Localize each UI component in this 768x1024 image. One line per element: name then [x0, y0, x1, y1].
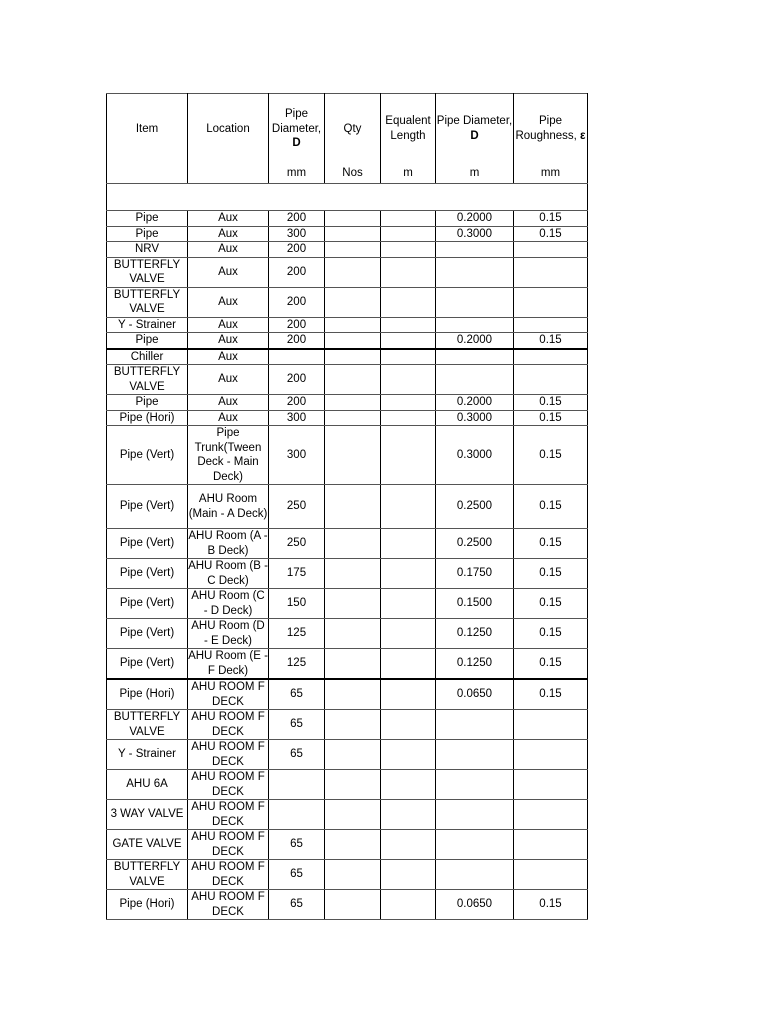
- cell-qty: [325, 485, 381, 529]
- cell-location: Aux: [188, 410, 269, 426]
- cell-roughness: [514, 349, 588, 365]
- header-pipe-diameter-mm-text: Pipe Diameter,: [271, 108, 322, 135]
- header-equalent-length: Equalent Length: [381, 94, 436, 164]
- cell-item: Pipe: [107, 211, 188, 227]
- cell-location: Aux: [188, 226, 269, 242]
- cell-qty: [325, 365, 381, 395]
- cell-roughness: [514, 860, 588, 890]
- spacer-cell: [325, 184, 381, 211]
- cell-diameter-m: 0.2000: [436, 395, 514, 411]
- table-row: [107, 365, 588, 395]
- cell-roughness: 0.15: [514, 649, 588, 680]
- units-row: [107, 164, 588, 184]
- cell-diameter-mm: 200: [269, 333, 325, 349]
- cell-diameter-mm: 200: [269, 395, 325, 411]
- cell-length: [381, 589, 436, 619]
- cell-roughness: 0.15: [514, 529, 588, 559]
- cell-diameter-mm: 250: [269, 529, 325, 559]
- cell-location: AHU Room (D - E Deck): [188, 619, 269, 649]
- header-row: [107, 94, 588, 164]
- table-row: [107, 226, 588, 242]
- unit-location: [188, 164, 269, 184]
- cell-roughness: [514, 830, 588, 860]
- cell-qty: [325, 770, 381, 800]
- table-row: [107, 333, 588, 349]
- cell-qty: [325, 830, 381, 860]
- cell-location: Pipe Trunk(Tween Deck - Main Deck): [188, 426, 269, 485]
- cell-diameter-mm: 65: [269, 860, 325, 890]
- cell-diameter-m: 0.0650: [436, 679, 514, 710]
- cell-length: [381, 559, 436, 589]
- cell-diameter-mm: 200: [269, 257, 325, 287]
- cell-length: [381, 395, 436, 411]
- spacer-row: [107, 184, 588, 211]
- header-pipe-diameter-mm: [269, 94, 325, 164]
- cell-diameter-m: [436, 317, 514, 333]
- cell-length: [381, 317, 436, 333]
- spacer-cell: [269, 184, 325, 211]
- cell-diameter-m: [436, 242, 514, 258]
- cell-diameter-m: [436, 770, 514, 800]
- cell-item: Pipe (Hori): [107, 410, 188, 426]
- cell-diameter-mm: 300: [269, 226, 325, 242]
- header-location: Location: [188, 94, 269, 164]
- cell-roughness: [514, 317, 588, 333]
- cell-location: AHU ROOM F DECK: [188, 710, 269, 740]
- spacer-cell: [436, 184, 514, 211]
- cell-roughness: 0.15: [514, 395, 588, 411]
- cell-roughness: 0.15: [514, 333, 588, 349]
- spacer-cell: [107, 184, 188, 211]
- unit-diameter-mm: mm: [269, 164, 325, 184]
- cell-length: [381, 800, 436, 830]
- cell-diameter-m: 0.2500: [436, 485, 514, 529]
- unit-diameter-m: m: [436, 164, 514, 184]
- table-row: [107, 485, 588, 529]
- spacer-cell: [381, 184, 436, 211]
- cell-diameter-mm: [269, 800, 325, 830]
- table-row: [107, 349, 588, 365]
- table-row: [107, 242, 588, 258]
- cell-item: BUTTERFLY VALVE: [107, 860, 188, 890]
- cell-qty: [325, 349, 381, 365]
- cell-qty: [325, 257, 381, 287]
- cell-length: [381, 242, 436, 258]
- unit-item: [107, 164, 188, 184]
- table-row: [107, 211, 588, 227]
- cell-qty: [325, 619, 381, 649]
- cell-diameter-m: [436, 365, 514, 395]
- cell-length: [381, 257, 436, 287]
- cell-roughness: 0.15: [514, 410, 588, 426]
- cell-qty: [325, 287, 381, 317]
- cell-qty: [325, 410, 381, 426]
- cell-diameter-m: [436, 860, 514, 890]
- cell-length: [381, 226, 436, 242]
- cell-location: AHU Room (C - D Deck): [188, 589, 269, 619]
- cell-item: Pipe (Vert): [107, 426, 188, 485]
- cell-length: [381, 710, 436, 740]
- cell-item: Pipe (Hori): [107, 679, 188, 710]
- cell-roughness: 0.15: [514, 426, 588, 485]
- cell-diameter-mm: 150: [269, 589, 325, 619]
- cell-qty: [325, 649, 381, 680]
- cell-length: [381, 485, 436, 529]
- cell-qty: [325, 211, 381, 227]
- cell-location: Aux: [188, 287, 269, 317]
- header-item: Item: [107, 94, 188, 164]
- table-row: [107, 649, 588, 680]
- unit-qty: Nos: [325, 164, 381, 184]
- table-row: [107, 800, 588, 830]
- cell-location: AHU Room (B - C Deck): [188, 560, 268, 587]
- cell-diameter-m: 0.2000: [436, 211, 514, 227]
- cell-item: Pipe: [107, 226, 188, 242]
- cell-length: [381, 679, 436, 710]
- cell-length: [381, 333, 436, 349]
- cell-diameter-mm: 200: [269, 211, 325, 227]
- cell-diameter-mm: 200: [269, 287, 325, 317]
- cell-diameter-mm: 200: [269, 242, 325, 258]
- cell-diameter-m: 0.2000: [436, 333, 514, 349]
- cell-qty: [325, 395, 381, 411]
- cell-roughness: [514, 242, 588, 258]
- cell-qty: [325, 710, 381, 740]
- cell-item: Pipe (Vert): [107, 559, 188, 589]
- cell-location: AHU Room (A - B Deck): [188, 530, 268, 557]
- cell-diameter-m: 0.1250: [436, 649, 514, 680]
- unit-length: m: [381, 164, 436, 184]
- cell-diameter-m: [436, 740, 514, 770]
- cell-diameter-mm: 65: [269, 710, 325, 740]
- cell-diameter-mm: 65: [269, 830, 325, 860]
- cell-roughness: [514, 287, 588, 317]
- table-row: [107, 740, 588, 770]
- cell-diameter-m: [436, 800, 514, 830]
- cell-location: AHU ROOM F DECK: [188, 890, 269, 920]
- table-row: [107, 395, 588, 411]
- cell-diameter-mm: 125: [269, 619, 325, 649]
- cell-diameter-mm: 200: [269, 365, 325, 395]
- cell-diameter-mm: 200: [269, 317, 325, 333]
- cell-diameter-m: 0.3000: [436, 410, 514, 426]
- cell-item: Chiller: [107, 349, 188, 365]
- pipe-data-table: [106, 93, 588, 920]
- cell-length: [381, 770, 436, 800]
- cell-length: [381, 860, 436, 890]
- cell-diameter-m: 0.3000: [436, 226, 514, 242]
- cell-location: Aux: [188, 257, 269, 287]
- cell-roughness: [514, 800, 588, 830]
- cell-item: Y - Strainer: [107, 740, 188, 770]
- cell-diameter-mm: [269, 349, 325, 365]
- cell-item: Pipe (Vert): [107, 619, 188, 649]
- cell-location: Aux: [188, 349, 269, 365]
- cell-diameter-m: 0.3000: [436, 426, 514, 485]
- cell-diameter-m: 0.0650: [436, 890, 514, 920]
- cell-location: AHU Room (Main - A Deck): [188, 485, 269, 529]
- header-pipe-diameter-m: [436, 94, 514, 164]
- cell-roughness: 0.15: [514, 890, 588, 920]
- cell-diameter-m: 0.2500: [436, 529, 514, 559]
- table-row: [107, 317, 588, 333]
- header-pipe-diameter-m-symbol: D: [470, 129, 479, 142]
- cell-location: AHU Room (E - F Deck): [188, 649, 269, 680]
- cell-roughness: [514, 740, 588, 770]
- cell-diameter-mm: 300: [269, 410, 325, 426]
- cell-length: [381, 740, 436, 770]
- header-pipe-roughness-symbol: ε: [580, 129, 586, 142]
- cell-diameter-mm: 65: [269, 740, 325, 770]
- table-row: [107, 890, 588, 920]
- cell-diameter-mm: 300: [269, 426, 325, 485]
- cell-diameter-m: [436, 710, 514, 740]
- header-pipe-roughness: [514, 94, 588, 164]
- cell-roughness: [514, 770, 588, 800]
- cell-diameter-m: 0.1750: [436, 559, 514, 589]
- cell-diameter-m: 0.1500: [436, 589, 514, 619]
- cell-location: Aux: [188, 395, 269, 411]
- cell-item: BUTTERFLY VALVE: [107, 257, 188, 287]
- cell-length: [381, 426, 436, 485]
- cell-qty: [325, 226, 381, 242]
- header-qty: Qty: [325, 94, 381, 164]
- cell-qty: [325, 740, 381, 770]
- cell-diameter-mm: [269, 770, 325, 800]
- spacer-cell: [188, 184, 269, 211]
- cell-item: GATE VALVE: [107, 830, 188, 860]
- cell-item: BUTTERFLY VALVE: [107, 710, 188, 740]
- cell-length: [381, 365, 436, 395]
- cell-roughness: 0.15: [514, 619, 588, 649]
- cell-diameter-mm: 65: [269, 679, 325, 710]
- table-row: [107, 860, 588, 890]
- cell-roughness: [514, 257, 588, 287]
- cell-qty: [325, 860, 381, 890]
- cell-item: Pipe (Vert): [107, 529, 188, 559]
- cell-qty: [325, 317, 381, 333]
- cell-item: BUTTERFLY VALVE: [107, 287, 188, 317]
- cell-diameter-m: [436, 830, 514, 860]
- table-row: [107, 830, 588, 860]
- cell-location: AHU ROOM F DECK: [188, 800, 269, 830]
- table-row: [107, 257, 588, 287]
- cell-qty: [325, 426, 381, 485]
- cell-diameter-m: [436, 287, 514, 317]
- cell-diameter-m: [436, 349, 514, 365]
- cell-location: Aux: [188, 365, 269, 395]
- cell-roughness: 0.15: [514, 559, 588, 589]
- cell-qty: [325, 242, 381, 258]
- table-row: [107, 770, 588, 800]
- cell-diameter-m: [436, 257, 514, 287]
- cell-length: [381, 890, 436, 920]
- cell-length: [381, 830, 436, 860]
- cell-location: AHU ROOM F DECK: [188, 679, 269, 710]
- cell-item: Y - Strainer: [107, 317, 188, 333]
- cell-diameter-mm: 65: [269, 890, 325, 920]
- table-row: [107, 410, 588, 426]
- cell-item: AHU 6A: [107, 770, 188, 800]
- cell-location: Aux: [188, 317, 269, 333]
- cell-qty: [325, 559, 381, 589]
- cell-roughness: 0.15: [514, 679, 588, 710]
- cell-length: [381, 619, 436, 649]
- cell-item: NRV: [107, 242, 188, 258]
- header-pipe-diameter-mm-symbol: D: [292, 137, 301, 149]
- cell-location: AHU ROOM F DECK: [188, 830, 269, 860]
- cell-qty: [325, 679, 381, 710]
- cell-roughness: 0.15: [514, 226, 588, 242]
- cell-length: [381, 349, 436, 365]
- table-row: [107, 559, 588, 589]
- cell-location: Aux: [188, 211, 269, 227]
- unit-roughness: mm: [514, 164, 588, 184]
- cell-qty: [325, 890, 381, 920]
- cell-diameter-mm: 250: [269, 485, 325, 529]
- cell-location: Aux: [188, 333, 269, 349]
- table-row: [107, 589, 588, 619]
- cell-item: Pipe (Vert): [107, 485, 188, 529]
- cell-location: AHU ROOM F DECK: [188, 770, 269, 800]
- table-row: [107, 426, 588, 485]
- cell-diameter-mm: 175: [269, 559, 325, 589]
- cell-qty: [325, 529, 381, 559]
- header-pipe-roughness-text: Pipe Roughness,: [515, 115, 577, 142]
- cell-length: [381, 410, 436, 426]
- cell-diameter-m: 0.1250: [436, 619, 514, 649]
- table-row: [107, 529, 588, 559]
- header-pipe-diameter-m-text: Pipe Diameter,: [436, 115, 513, 128]
- cell-item: Pipe (Vert): [107, 649, 188, 680]
- cell-diameter-mm: 125: [269, 649, 325, 680]
- cell-roughness: [514, 365, 588, 395]
- table-row: [107, 710, 588, 740]
- cell-length: [381, 211, 436, 227]
- cell-item: 3 WAY VALVE: [107, 800, 188, 830]
- cell-qty: [325, 589, 381, 619]
- cell-location: AHU ROOM F DECK: [188, 860, 269, 890]
- cell-item: Pipe (Hori): [107, 890, 188, 920]
- cell-item: Pipe (Vert): [107, 589, 188, 619]
- cell-roughness: 0.15: [514, 485, 588, 529]
- cell-length: [381, 529, 436, 559]
- cell-item: BUTTERFLY VALVE: [107, 365, 188, 395]
- table-row: [107, 619, 588, 649]
- cell-item: Pipe: [107, 333, 188, 349]
- cell-roughness: [514, 710, 588, 740]
- spacer-cell: [514, 184, 588, 211]
- cell-length: [381, 287, 436, 317]
- cell-qty: [325, 333, 381, 349]
- table-row: [107, 679, 588, 710]
- cell-item: Pipe: [107, 395, 188, 411]
- cell-roughness: 0.15: [514, 211, 588, 227]
- cell-location: AHU ROOM F DECK: [188, 740, 269, 770]
- cell-qty: [325, 800, 381, 830]
- cell-length: [381, 649, 436, 680]
- cell-location: Aux: [188, 242, 269, 258]
- table-row: [107, 287, 588, 317]
- cell-roughness: 0.15: [514, 589, 588, 619]
